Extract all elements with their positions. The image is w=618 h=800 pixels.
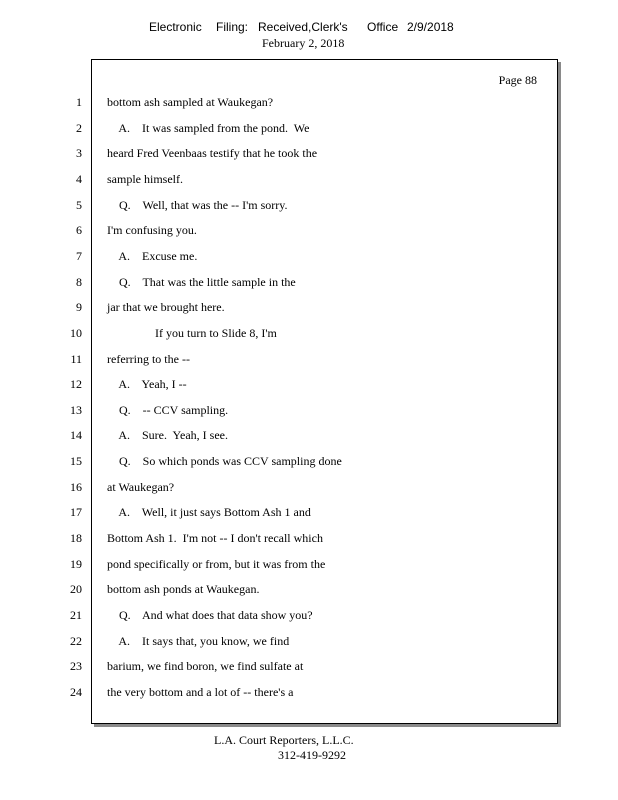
line-number: 11 — [70, 352, 82, 366]
line-number: 22 — [70, 634, 82, 648]
transcript-line: Q. And what does that data show you? — [107, 608, 313, 622]
transcript-line: referring to the -- — [107, 352, 190, 366]
line-number: 20 — [70, 582, 82, 596]
stamp-received: Received,Clerk's — [258, 20, 348, 34]
transcript-line: Bottom Ash 1. I'm not -- I don't recall which — [107, 531, 323, 545]
line-number: 4 — [76, 172, 82, 186]
line-number: 23 — [70, 659, 82, 673]
transcript-line: Q. Well, that was the -- I'm sorry. — [107, 198, 288, 212]
stamp-office: Office — [367, 20, 399, 34]
court-reporter-name: L.A. Court Reporters, L.L.C. — [214, 733, 354, 747]
line-number: 2 — [76, 121, 82, 135]
line-number: 18 — [70, 531, 82, 545]
transcript-line: pond specifically or from, but it was from the — [107, 557, 326, 571]
line-number: 14 — [70, 428, 82, 442]
transcript-line: A. It was sampled from the pond. We — [107, 121, 310, 135]
transcript-line: I'm confusing you. — [107, 223, 197, 237]
stamp-date: 2/9/2018 — [407, 20, 454, 34]
transcript-line: the very bottom and a lot of -- there's a — [107, 685, 294, 699]
transcript-line: A. Sure. Yeah, I see. — [107, 428, 228, 442]
court-reporter-phone: 312-419-9292 — [278, 748, 346, 762]
transcript-line: bottom ash ponds at Waukegan. — [107, 582, 260, 596]
line-number: 7 — [76, 249, 82, 263]
line-number: 21 — [70, 608, 82, 622]
page-number: Page 88 — [498, 73, 537, 87]
transcript-line: bottom ash sampled at Waukegan? — [107, 95, 274, 109]
transcript-date: February 2, 2018 — [262, 36, 345, 50]
line-number: 3 — [76, 146, 82, 160]
line-number: 6 — [76, 223, 82, 237]
transcript-line: A. Well, it just says Bottom Ash 1 and — [107, 505, 311, 519]
line-number: 9 — [76, 300, 82, 314]
transcript-line: Q. -- CCV sampling. — [107, 403, 229, 417]
stamp-electronic: Electronic — [149, 20, 202, 34]
line-number: 8 — [76, 275, 82, 289]
line-number: 12 — [70, 377, 82, 391]
line-number: 5 — [76, 198, 82, 212]
transcript-line: at Waukegan? — [107, 480, 175, 494]
line-number: 17 — [70, 505, 82, 519]
transcript-line: sample himself. — [107, 172, 183, 186]
transcript-line: If you turn to Slide 8, I'm — [107, 326, 277, 340]
line-number: 1 — [76, 95, 82, 109]
line-number: 13 — [70, 403, 82, 417]
transcript-line: A. Yeah, I -- — [107, 377, 187, 391]
line-number: 16 — [70, 480, 82, 494]
transcript-line: A. Excuse me. — [107, 249, 198, 263]
line-number: 19 — [70, 557, 82, 571]
transcript-line: A. It says that, you know, we find — [107, 634, 290, 648]
transcript-line: jar that we brought here. — [107, 300, 225, 314]
line-number: 24 — [70, 685, 82, 699]
transcript-line: heard Fred Veenbaas testify that he took the — [107, 146, 318, 160]
line-number: 10 — [70, 326, 82, 340]
transcript-line: Q. So which ponds was CCV sampling done — [107, 454, 342, 468]
transcript-line: Q. That was the little sample in the — [107, 275, 296, 289]
line-number: 15 — [70, 454, 82, 468]
transcript-line: barium, we find boron, we find sulfate at — [107, 659, 304, 673]
stamp-filing: Filing: — [216, 20, 249, 34]
